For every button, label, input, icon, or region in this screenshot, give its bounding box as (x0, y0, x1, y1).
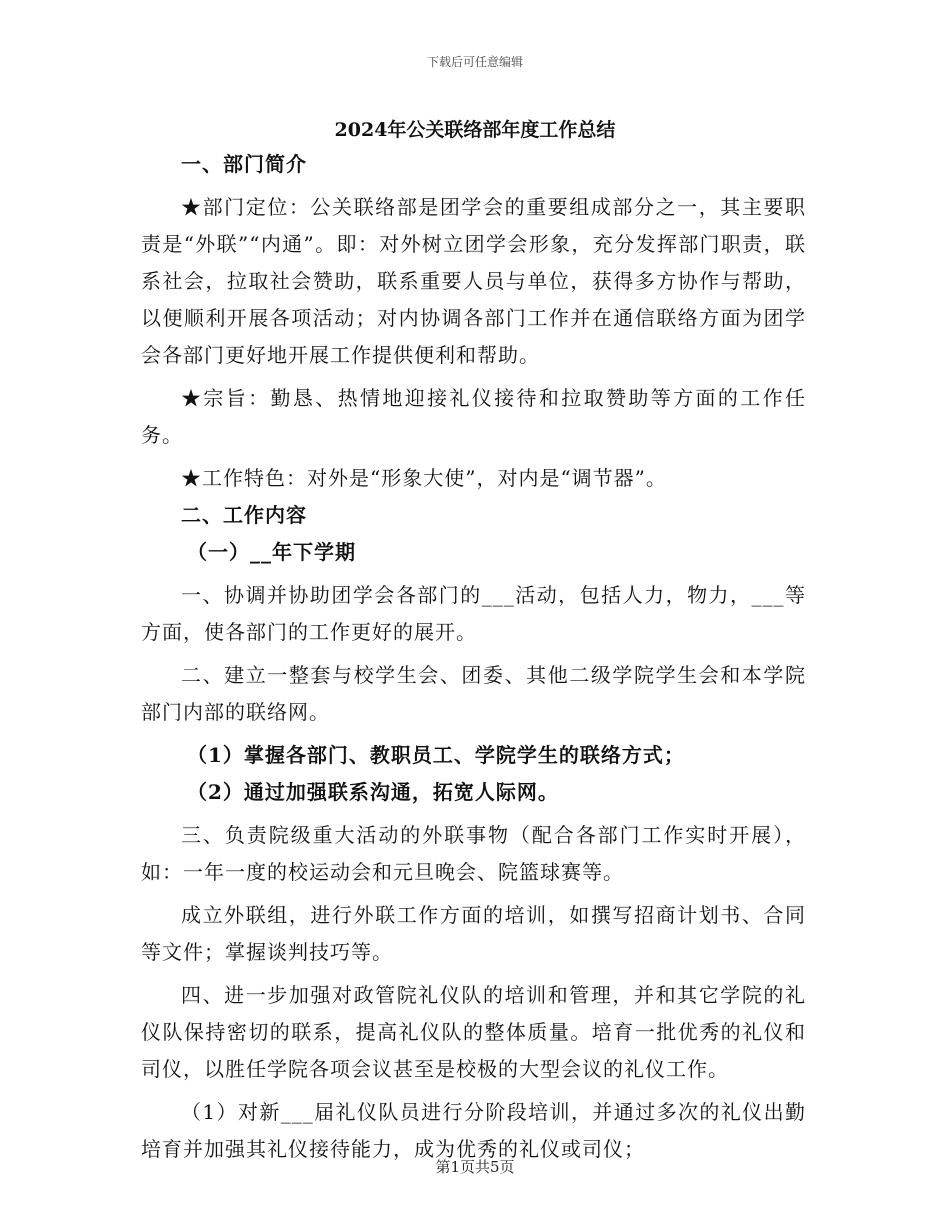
paragraph-work-feature: ★工作特色：对外是“形象大使”，对内是“调节器”。 (181, 466, 667, 490)
paragraph-item-4: 四、进一步加强对政管院礼仪队的培训和管理，并和其它学院的礼仪队保持密切的联系，提高礼仪队的整体质量。培育一批优秀的礼仪和司仪，以胜任学院各项会议甚至是校极的大型会议的礼仪工作。 (141, 983, 806, 1081)
subsection-heading-semester: （一）__年下学期 (187, 540, 356, 564)
section-heading-dept-intro: 一、部门简介 (181, 152, 307, 176)
paragraph-sub-item-1: （1）掌握各部门、教职员工、学院学生的联络方式； (187, 743, 685, 767)
section-heading-work-content: 二、工作内容 (181, 503, 307, 527)
page-number: 第1页共5页 (435, 1158, 515, 1176)
paragraph-outreach-group: 成立外联组，进行外联工作方面的培训，如撰写招商计划书、合同等文件；掌握谈判技巧等。 (141, 903, 806, 964)
paragraph-item-2: 二、建立一整套与校学生会、团委、其他二级学院学生会和本学院部门内部的联络网。 (141, 663, 806, 724)
document-body (141, 146, 806, 1168)
page-header-note: 下载后可任意编辑 (426, 55, 523, 69)
document-title: 2024年公关联络部年度工作总结 (334, 119, 616, 141)
paragraph-dept-position: ★部门定位：公关联络部是团学会的重要组成部分之一，其主要职责是“外联”“内通”。即：对外树立团学会形象，充分发挥部门职责，联系社会，拉取社会赞助，联系重要人员与单位，获得多方协作与帮助，以便顺利开展各项活动；对内协调各部门工作并在通信联络方面为团学会各部门更好地开展工作提供便利和帮助。 (141, 195, 806, 367)
paragraph-item-3: 三、负责院级重大活动的外联事物（配合各部门工作实时开展），如：一年一度的校运动会和元旦晚会、院篮球赛等。 (141, 823, 806, 884)
paragraph-sub-item-2: （2）通过加强联系沟通，拓宽人际网。 (187, 780, 559, 804)
paragraph-sub-item-training: （1）对新___届礼仪队员进行分阶段培训，并通过多次的礼仪出勤培育并加强其礼仪接待能力，成为优秀的礼仪或司仪； (141, 1100, 806, 1161)
paragraph-item-1: 一、协调并协助团学会各部门的___活动，包括人力，物力，___等方面，使各部门的工作更好的展开。 (141, 583, 806, 644)
paragraph-purpose: ★宗旨：勤恳、热情地迎接礼仪接待和拉取赞助等方面的工作任务。 (141, 386, 806, 447)
